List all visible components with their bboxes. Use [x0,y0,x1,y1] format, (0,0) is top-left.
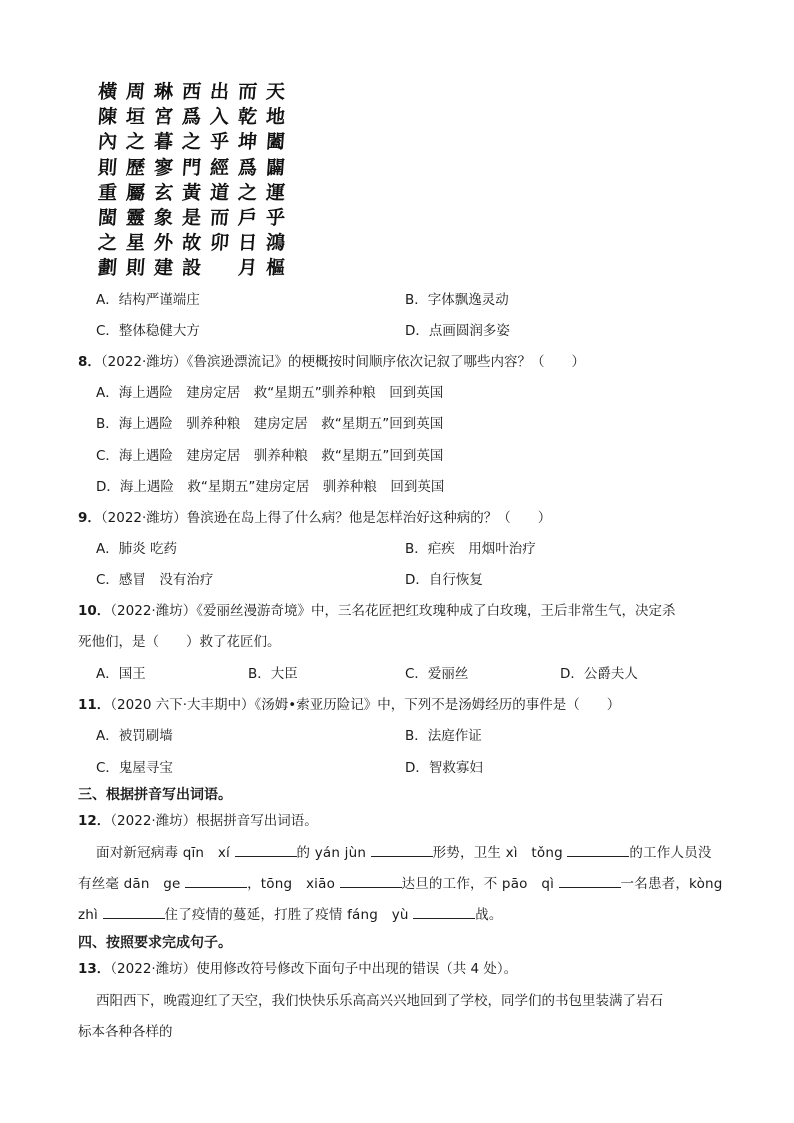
calligraphy-glyph: 之 [181,131,203,154]
answer-blank[interactable] [340,873,402,888]
q10-stem [78,601,675,621]
q7-option-d: D．点画圆润多姿 [405,323,510,339]
q12-line-1 [96,842,712,863]
calligraphy-glyph: 而 [237,81,259,103]
pinyin-text: 一名患者，kòng [620,876,723,892]
pinyin-text: ，tōng xiāo [247,876,336,892]
question-number: 9． [78,510,101,526]
q8-option-b: B．海上遇险 驯养种粮 建房定居 救“星期五”回到英国 [96,416,444,432]
q12-line-2 [78,873,723,894]
q11-option-c: C．鬼屋寻宝 [96,760,173,776]
q9-option-b: B．疟疾 用烟叶治疗 [405,541,536,557]
pinyin-text: 形势，卫生 xì tǒng [432,845,563,861]
calligraphy-column [264,80,288,282]
calligraphy-glyph: 坤 [237,131,259,154]
calligraphy-glyph: 入 [209,106,231,129]
calligraphy-glyph: 設 [181,257,203,280]
calligraphy-column [236,80,260,282]
q7-option-a: A．结构严谨端庄 [96,292,200,308]
calligraphy-glyph: 屬 [125,181,147,204]
q11-option-a: A．被罚刷墙 [96,728,173,744]
q10-option-c: C．爱丽丝 [405,666,469,682]
q8-option-d: D．海上遇险 救“星期五”建房定居 驯养种粮 回到英国 [96,479,445,495]
q8-stem [78,352,585,372]
calligraphy-glyph: 西 [181,81,203,103]
question-text: （2022·潍坊）使用修改符号修改下面句子中出现的错误（共 4 处）。 [110,961,518,977]
calligraphy-glyph: 是 [181,206,203,229]
answer-blank[interactable] [235,842,297,857]
q11-stem [78,695,620,715]
calligraphy-glyph: 日 [237,232,259,255]
calligraphy-glyph: 寥 [153,156,175,179]
calligraphy-column [180,80,204,282]
section-heading: 三、根据拼音写出词语。 [78,787,232,803]
answer-blank[interactable] [185,873,247,888]
question-text: （2022·潍坊）《鲁滨逊漂流记》的梗概按时间顺序依次记叙了哪些内容？（ ） [100,354,586,370]
calligraphy-glyph: 則 [125,257,147,280]
calligraphy-glyph: 之 [97,232,119,255]
calligraphy-glyph: 爲 [237,156,259,179]
calligraphy-glyph: 建 [153,257,175,280]
calligraphy-glyph: 周 [125,81,147,103]
answer-blank[interactable] [371,842,433,857]
q9-option-d: D．自行恢复 [405,572,483,588]
q8-option-c: C．海上遇险 建房定居 驯养种粮 救“星期五”回到英国 [96,448,444,464]
calligraphy-column [208,80,232,256]
question-text: （2022·潍坊）《爱丽丝漫游奇境》中，三名花匠把红玫瑰种成了白玫瑰，王后非常生气，决定杀 [110,603,676,619]
q10-option-d: D．公爵夫人 [560,666,638,682]
pinyin-text: 的 yán jùn [296,845,367,861]
calligraphy-glyph: 黃 [181,181,203,204]
calligraphy-glyph: 劃 [97,257,119,280]
q9-option-c: C．感冒 没有治疗 [96,572,214,588]
calligraphy-column [124,80,148,282]
calligraphy-glyph: 經 [209,156,231,179]
q13-paragraph: 西阳西下，晚霞迎红了天空，我们快快乐乐高高兴兴地回到了学校，同学们的书包里装满了岩石 [96,993,663,1009]
q13-paragraph-cont: 标本各种各样的 [78,1024,173,1040]
question-number: 12． [78,813,111,829]
calligraphy-glyph: 宮 [153,106,175,129]
calligraphy-glyph: 陳 [97,106,119,129]
calligraphy-glyph: 橫 [97,81,119,103]
question-number: 11． [78,697,111,713]
question-number: 13． [78,961,111,977]
calligraphy-glyph: 象 [153,206,175,229]
calligraphy-glyph: 闢 [265,156,287,179]
calligraphy-glyph: 故 [181,232,203,255]
q10-option-a: A．国王 [96,666,146,682]
q10-stem-cont: 死他们，是（ ）救了花匠们。 [78,634,281,650]
pinyin-text: 战。 [475,907,503,923]
calligraphy-glyph: 琳 [153,81,175,103]
calligraphy-glyph: 而 [209,206,231,229]
calligraphy-glyph: 暮 [153,131,175,154]
calligraphy-glyph: 乎 [209,131,231,154]
calligraphy-glyph: 歷 [125,156,147,179]
question-text: （2022·潍坊）根据拼音写出词语。 [110,813,318,829]
q9-option-a: A．肺炎 吃药 [96,541,178,557]
q11-option-b: B．法庭作证 [405,728,482,744]
q8-option-a: A．海上遇险 建房定居 救“星期五”驯养种粮 回到英国 [96,385,444,401]
calligraphy-glyph: 外 [153,232,175,255]
calligraphy-glyph: 星 [125,232,147,255]
calligraphy-glyph: 月 [237,257,259,280]
pinyin-text: 的工作人员没 [629,845,712,861]
calligraphy-glyph: 乾 [237,106,259,129]
calligraphy-glyph: 樞 [265,257,287,280]
q7-option-b: B．字体飘逸灵动 [405,292,509,308]
q13-stem [78,959,517,979]
calligraphy-image [96,80,288,280]
q7-option-c: C．整体稳健大方 [96,323,200,339]
question-text: （2022·潍坊）鲁滨逊在岛上得了什么病？他是怎样治好这种病的？（ ） [100,510,552,526]
calligraphy-column [152,80,176,282]
calligraphy-glyph: 戶 [237,206,259,229]
calligraphy-glyph: 闔 [265,131,287,154]
calligraphy-glyph: 重 [97,181,119,204]
calligraphy-glyph: 垣 [125,106,147,129]
calligraphy-glyph: 閩 [97,206,119,229]
calligraphy-glyph: 靈 [125,206,147,229]
q9-stem [78,508,551,528]
question-text: （2020 六下·大丰期中）《汤姆•索亚历险记》中，下列不是汤姆经历的事件是（ ） [110,697,621,713]
answer-blank[interactable] [559,873,621,888]
calligraphy-glyph: 地 [265,106,287,129]
pinyin-text: 达旦的工作，不 pāo qì [401,876,555,892]
calligraphy-glyph: 鴻 [265,232,287,255]
calligraphy-glyph: 天 [265,81,287,103]
pinyin-text: 住了疫情的蔓延，打胜了疫情 fáng yù [164,907,409,923]
calligraphy-glyph: 爲 [181,106,203,129]
calligraphy-glyph: 玄 [153,181,175,204]
calligraphy-glyph: 內 [97,131,119,154]
question-number: 8． [78,354,101,370]
calligraphy-glyph: 出 [209,81,231,103]
calligraphy-glyph: 之 [237,181,259,204]
pinyin-text: 有丝毫 dān ge [78,876,181,892]
calligraphy-glyph: 卯 [209,232,231,255]
calligraphy-glyph: 運 [265,181,287,204]
calligraphy-glyph: 門 [181,156,203,179]
calligraphy-column [96,80,120,282]
answer-blank[interactable] [567,842,629,857]
pinyin-text: 面对新冠病毒 qīn xí [96,845,231,861]
answer-blank[interactable] [413,904,475,919]
question-number: 10． [78,603,111,619]
q12-stem [78,811,318,831]
answer-blank[interactable] [103,904,165,919]
calligraphy-glyph: 乎 [265,206,287,229]
calligraphy-glyph: 則 [97,156,119,179]
q10-option-b: B．大臣 [248,666,298,682]
q12-line-3 [78,904,503,925]
calligraphy-glyph: 之 [125,131,147,154]
section-heading: 四、按照要求完成句子。 [78,935,232,951]
calligraphy-glyph: 道 [209,181,231,204]
pinyin-text: zhì [78,907,98,923]
q11-option-d: D．智救寡妇 [405,760,483,776]
